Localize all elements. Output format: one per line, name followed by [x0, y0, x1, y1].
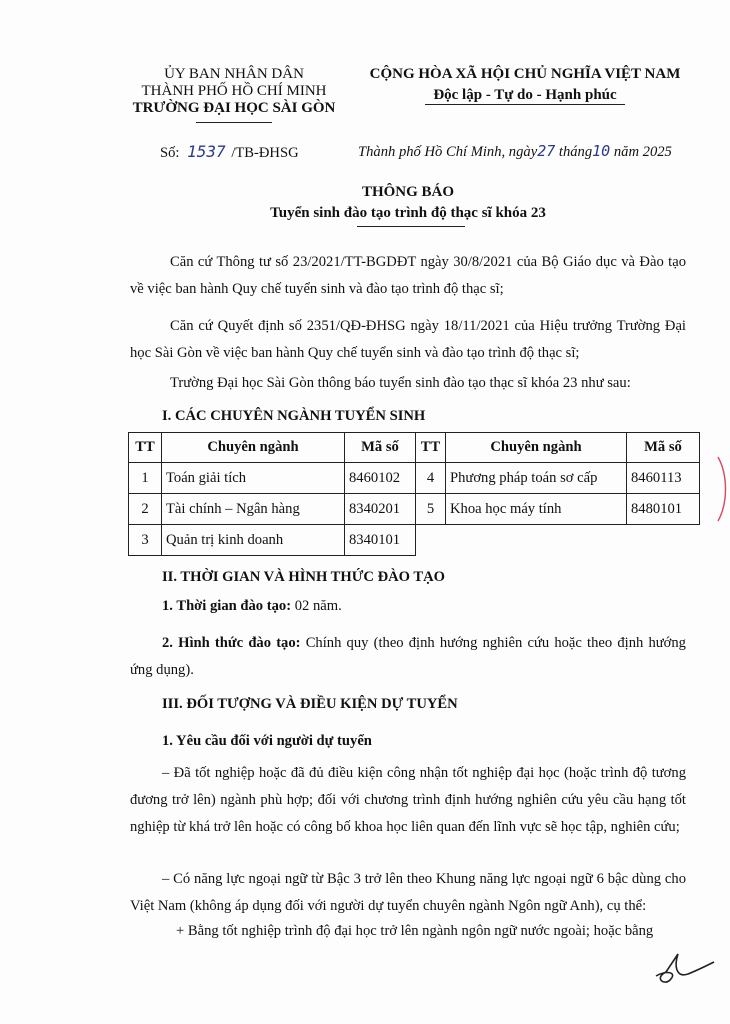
item-1-label: 1. Thời gian đào tạo:	[162, 598, 292, 614]
place-date-prefix: Thành phố Hồ Chí Minh, ngày	[358, 144, 538, 160]
title-underline	[357, 226, 465, 227]
title-main: THÔNG BÁO	[361, 184, 455, 200]
cell-major-2: Phương pháp toán sơ cấp	[446, 463, 627, 494]
org-line-1: ỦY BAN NHÂN DÂN	[164, 66, 304, 82]
cell-empty	[416, 525, 700, 556]
section-2-item-1	[162, 598, 342, 615]
cell-major-2: Khoa học máy tính	[446, 494, 627, 525]
org-line-2: THÀNH PHỐ HỒ CHÍ MINH	[141, 83, 327, 99]
cell-major: Quản trị kinh doanh	[162, 525, 345, 556]
section-3-sub-1: 1. Yêu cầu đối với người dự tuyển	[162, 733, 372, 749]
requirement-bullet-3: + Bằng tốt nghiệp trình độ đại học trở lên ngành ngôn ngữ nước ngoài; hoặc bằng	[176, 923, 654, 939]
section-2-heading: II. THỜI GIAN VÀ HÌNH THỨC ĐÀO TẠO	[162, 569, 446, 585]
section-3-heading: III. ĐỐI TƯỢNG VÀ ĐIỀU KIỆN DỰ TUYỂN	[162, 696, 458, 712]
document-number	[160, 142, 299, 162]
nation-header	[355, 66, 695, 104]
item-2-label: 2. Hình thức đào tạo:	[162, 635, 301, 651]
place-date	[358, 142, 672, 161]
nation-line-1: CỘNG HÒA XÃ HỘI CHỦ NGHĨA VIỆT NAM	[369, 66, 681, 82]
requirement-bullet-2: – Có năng lực ngoại ngữ từ Bậc 3 trở lên theo Khung năng lực ngoại ngữ 6 bậc dùng cho Việt Nam (không áp dụng đối với người dự tuyển chuyên ngành Ngôn ngữ Anh), cụ thể:	[130, 871, 686, 914]
number-value: 1537	[187, 142, 226, 161]
preamble-3: Trường Đại học Sài Gòn thông báo tuyển sinh đào tạo thạc sĩ khóa 23 như sau:	[170, 375, 631, 391]
date-month: 10	[592, 142, 611, 160]
cell-major: Toán giải tích	[162, 463, 345, 494]
requirement-bullet-1: – Đã tốt nghiệp hoặc đã đủ điều kiện công nhận tốt nghiệp đại học (hoặc trình độ tương đương trở lên) ngành phù hợp; đối với chương trình định hướng nghiên cứu yêu cầu hạng tốt nghiệp từ khá trở lên hoặc có công bố khoa học liên quan đến lĩnh vực sẽ học tập, nghiên cứu;	[130, 765, 686, 835]
cell-code-2: 8460113	[627, 463, 700, 494]
cell-tt-2: 5	[416, 494, 446, 525]
cell-major: Tài chính – Ngân hàng	[162, 494, 345, 525]
cell-code: 8460102	[345, 463, 416, 494]
col-major-2: Chuyên ngành	[446, 433, 627, 463]
col-tt-2: TT	[416, 433, 446, 463]
nation-line-2: Độc lập - Tự do - Hạnh phúc	[433, 87, 617, 103]
initials-signature	[648, 948, 718, 988]
year-text: năm 2025	[613, 144, 672, 160]
table-row	[129, 494, 700, 525]
cell-tt: 3	[129, 525, 162, 556]
table-row	[129, 525, 700, 556]
col-code: Mã số	[345, 433, 416, 463]
preamble-2: Căn cứ Quyết định số 2351/QĐ-ĐHSG ngày 18/11/2021 của Hiệu trưởng Trường Đại học Sài Gòn về việc ban hành Quy chế tuyển sinh và đào tạo trình độ thạc sĩ;	[130, 318, 686, 361]
section-1-heading: I. CÁC CHUYÊN NGÀNH TUYỂN SINH	[162, 408, 426, 424]
month-label: tháng	[558, 144, 593, 160]
col-tt: TT	[129, 433, 162, 463]
cell-tt: 1	[129, 463, 162, 494]
cell-tt: 2	[129, 494, 162, 525]
title-sub: Tuyển sinh đào tạo trình độ thạc sĩ khóa 23	[270, 205, 546, 221]
org-underline	[196, 122, 272, 123]
table-header-row	[129, 433, 700, 463]
nation-underline	[425, 104, 625, 105]
cell-tt-2: 4	[416, 463, 446, 494]
preamble-1: Căn cứ Thông tư số 23/2021/TT-BGDĐT ngày 30/8/2021 của Bộ Giáo dục và Đào tạo về việc ban hành Quy chế tuyển sinh và đào tạo trình độ thạc sĩ;	[130, 254, 686, 297]
cell-code: 8340201	[345, 494, 416, 525]
date-day: 27	[537, 142, 556, 160]
col-major: Chuyên ngành	[162, 433, 345, 463]
cell-code: 8340101	[345, 525, 416, 556]
cell-code-2: 8480101	[627, 494, 700, 525]
section-2-item-2	[130, 630, 686, 684]
majors-table	[128, 432, 700, 556]
document-title	[130, 182, 686, 224]
number-suffix: /TB-ĐHSG	[231, 145, 299, 161]
col-code-2: Mã số	[627, 433, 700, 463]
org-line-3: TRƯỜNG ĐẠI HỌC SÀI GÒN	[132, 100, 336, 116]
org-header	[118, 66, 350, 117]
table-row	[129, 463, 700, 494]
number-label: Số:	[160, 145, 180, 161]
stamp-edge	[716, 455, 730, 525]
item-1-value: 02 năm.	[291, 598, 342, 614]
item-2-value: Chính quy (theo định hướng nghiên cứu hoặc theo định hướng ứng dụng).	[130, 635, 686, 678]
